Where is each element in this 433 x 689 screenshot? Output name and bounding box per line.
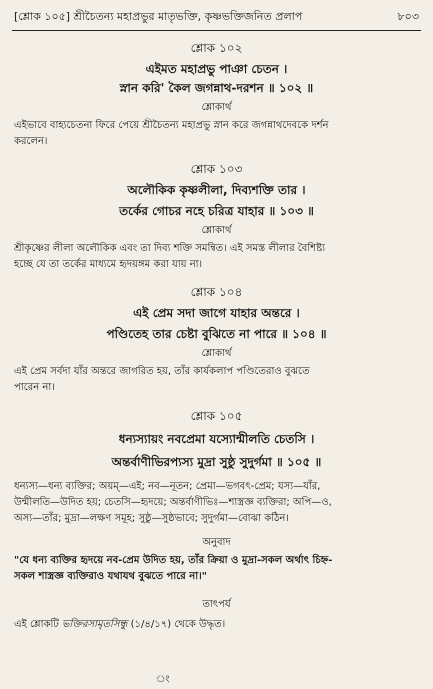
verse-heading-103: শ্লোক ১০৩ (190, 162, 243, 176)
synonym-line: উন্মীলতি—উদিত হয়; চেতসি—হৃদয়ে; অন্তর্বাণীভিঃ—শাস্ত্রজ্ঞ ব্যক্তিরা; অপি—ও, (14, 497, 332, 508)
translation-line: "যে ধন্য ব্যক্তির হৃদয়ে নব-প্রেম উদিত হয়, তাঁর ক্রিয়া ও মুদ্রা-সকল অর্থাৎ চিহ্ন- (14, 555, 333, 566)
verse-heading-102: শ্লোক ১০২ (190, 41, 243, 55)
header-rule (12, 30, 421, 31)
purport-post: (১/৪/১৭) থেকে উদ্ধৃত। (127, 619, 226, 630)
verse-line-105-1: ধন্যস্যায়ং নবপ্রেমা যস্যোন্মীলতি চেতসি । (118, 432, 315, 446)
page-number: ৮০৩ (397, 10, 419, 23)
running-header (14, 8, 419, 26)
translation-heading-103: শ্লোকার্থ (201, 225, 232, 236)
synonyms-105 (14, 479, 419, 527)
translation-heading-102: শ্লোকার্থ (201, 102, 232, 113)
verse-line-104-1: এই প্রেম সদা জাগে যাহার অন্তরে । (133, 306, 300, 320)
purport-line (14, 617, 419, 633)
purport-pre: এই শ্লোকটি (14, 619, 62, 630)
translation-heading-105: অনুবাদ (202, 537, 231, 548)
translation-heading-104: শ্লোকার্থ (201, 348, 232, 359)
text-line: হচ্ছে যে তা তর্কের মাধ্যমে হৃদয়ঙ্গম করা যায় না। (14, 259, 203, 270)
running-header-title: [শ্লোক ১০৫] শ্রীচৈতন্য মহাপ্রভুর মাতৃভক্তি, কৃষ্ণভক্তিজনিত প্রলাপ (14, 10, 303, 23)
synonym-line: ধন্যস্য—ধন্য ব্যক্তির; অয়ম্—এই; নব—নূতন; প্রেমা—ভগবৎ-প্রেম; যস্য—যাঁর, (14, 481, 321, 492)
verse-line-103-2: তর্কের গোচর নহে চরিত্র যাহার ॥ ১০৩ ॥ (119, 204, 314, 218)
translation-line: সকল শাস্ত্রজ্ঞ ব্যক্তিরাও যথাযথ বুঝতে পারে না।" (14, 571, 207, 582)
verse-heading-105: শ্লোক ১০৫ (190, 409, 243, 423)
purport-105 (14, 617, 419, 633)
verse-line-105-2: অন্তর্বাণীভিরপ্যস্য মুদ্রা সুষ্ঠু সুদুর্গমা ॥ ১০৫ ॥ (111, 455, 322, 469)
text-line: পারেন না। (14, 382, 55, 393)
text-line: এইভাবে বাহ্যচেতনা ফিরে পেয়ে শ্রীচৈতন্য মহাপ্রভু স্নান করে জগন্নাথদেবকে দর্শন (14, 120, 329, 131)
text-line: এই প্রেম সর্বদা যাঁর অন্তরে জাগরিত হয়, তাঁর কার্যকলাপ পণ্ডিতেরাও বুঝতে (14, 366, 310, 377)
synonym-line: অস্য—তাঁর; মুদ্রা—লক্ষণ সমূহ; সুষ্ঠু—সুষ্ঠভাবে; সুদুর্গমা—বোঝা কঠিন। (14, 513, 289, 524)
purport-source: ভক্তিরসামৃতসিন্ধু (61, 619, 128, 630)
translation-103 (14, 241, 419, 273)
translation-102 (14, 118, 419, 150)
verse-line-104-2: পণ্ডিতেহ তার চেষ্টা বুঝিতে না পারে ॥ ১০৪ ॥ (106, 327, 327, 341)
purport-heading-105: তাৎপর্য (202, 599, 231, 610)
translation-104 (14, 364, 419, 396)
verse-heading-104: শ্লোক ১০৪ (190, 285, 243, 299)
translation-105 (14, 553, 419, 585)
verse-line-102-1: এইমত মহাপ্রভু পাঞা চেতন । (145, 62, 288, 76)
footer-mark: ং (156, 674, 170, 685)
verse-line-102-2: স্নান করি' কৈল জগন্নাথ-দরশন ॥ ১০২ ॥ (119, 81, 314, 95)
verse-line-103-1: অলৌকিক কৃষ্ণলীলা, দিব্যশক্তি তার । (127, 183, 306, 197)
text-line: করলেন। (14, 136, 48, 147)
text-line: শ্রীকৃষ্ণের লীলা অলৌকিক এবং তা দিব্য শক্তি সমন্বিত। এই সমস্ত লীলার বৈশিষ্ট্য (14, 243, 326, 254)
